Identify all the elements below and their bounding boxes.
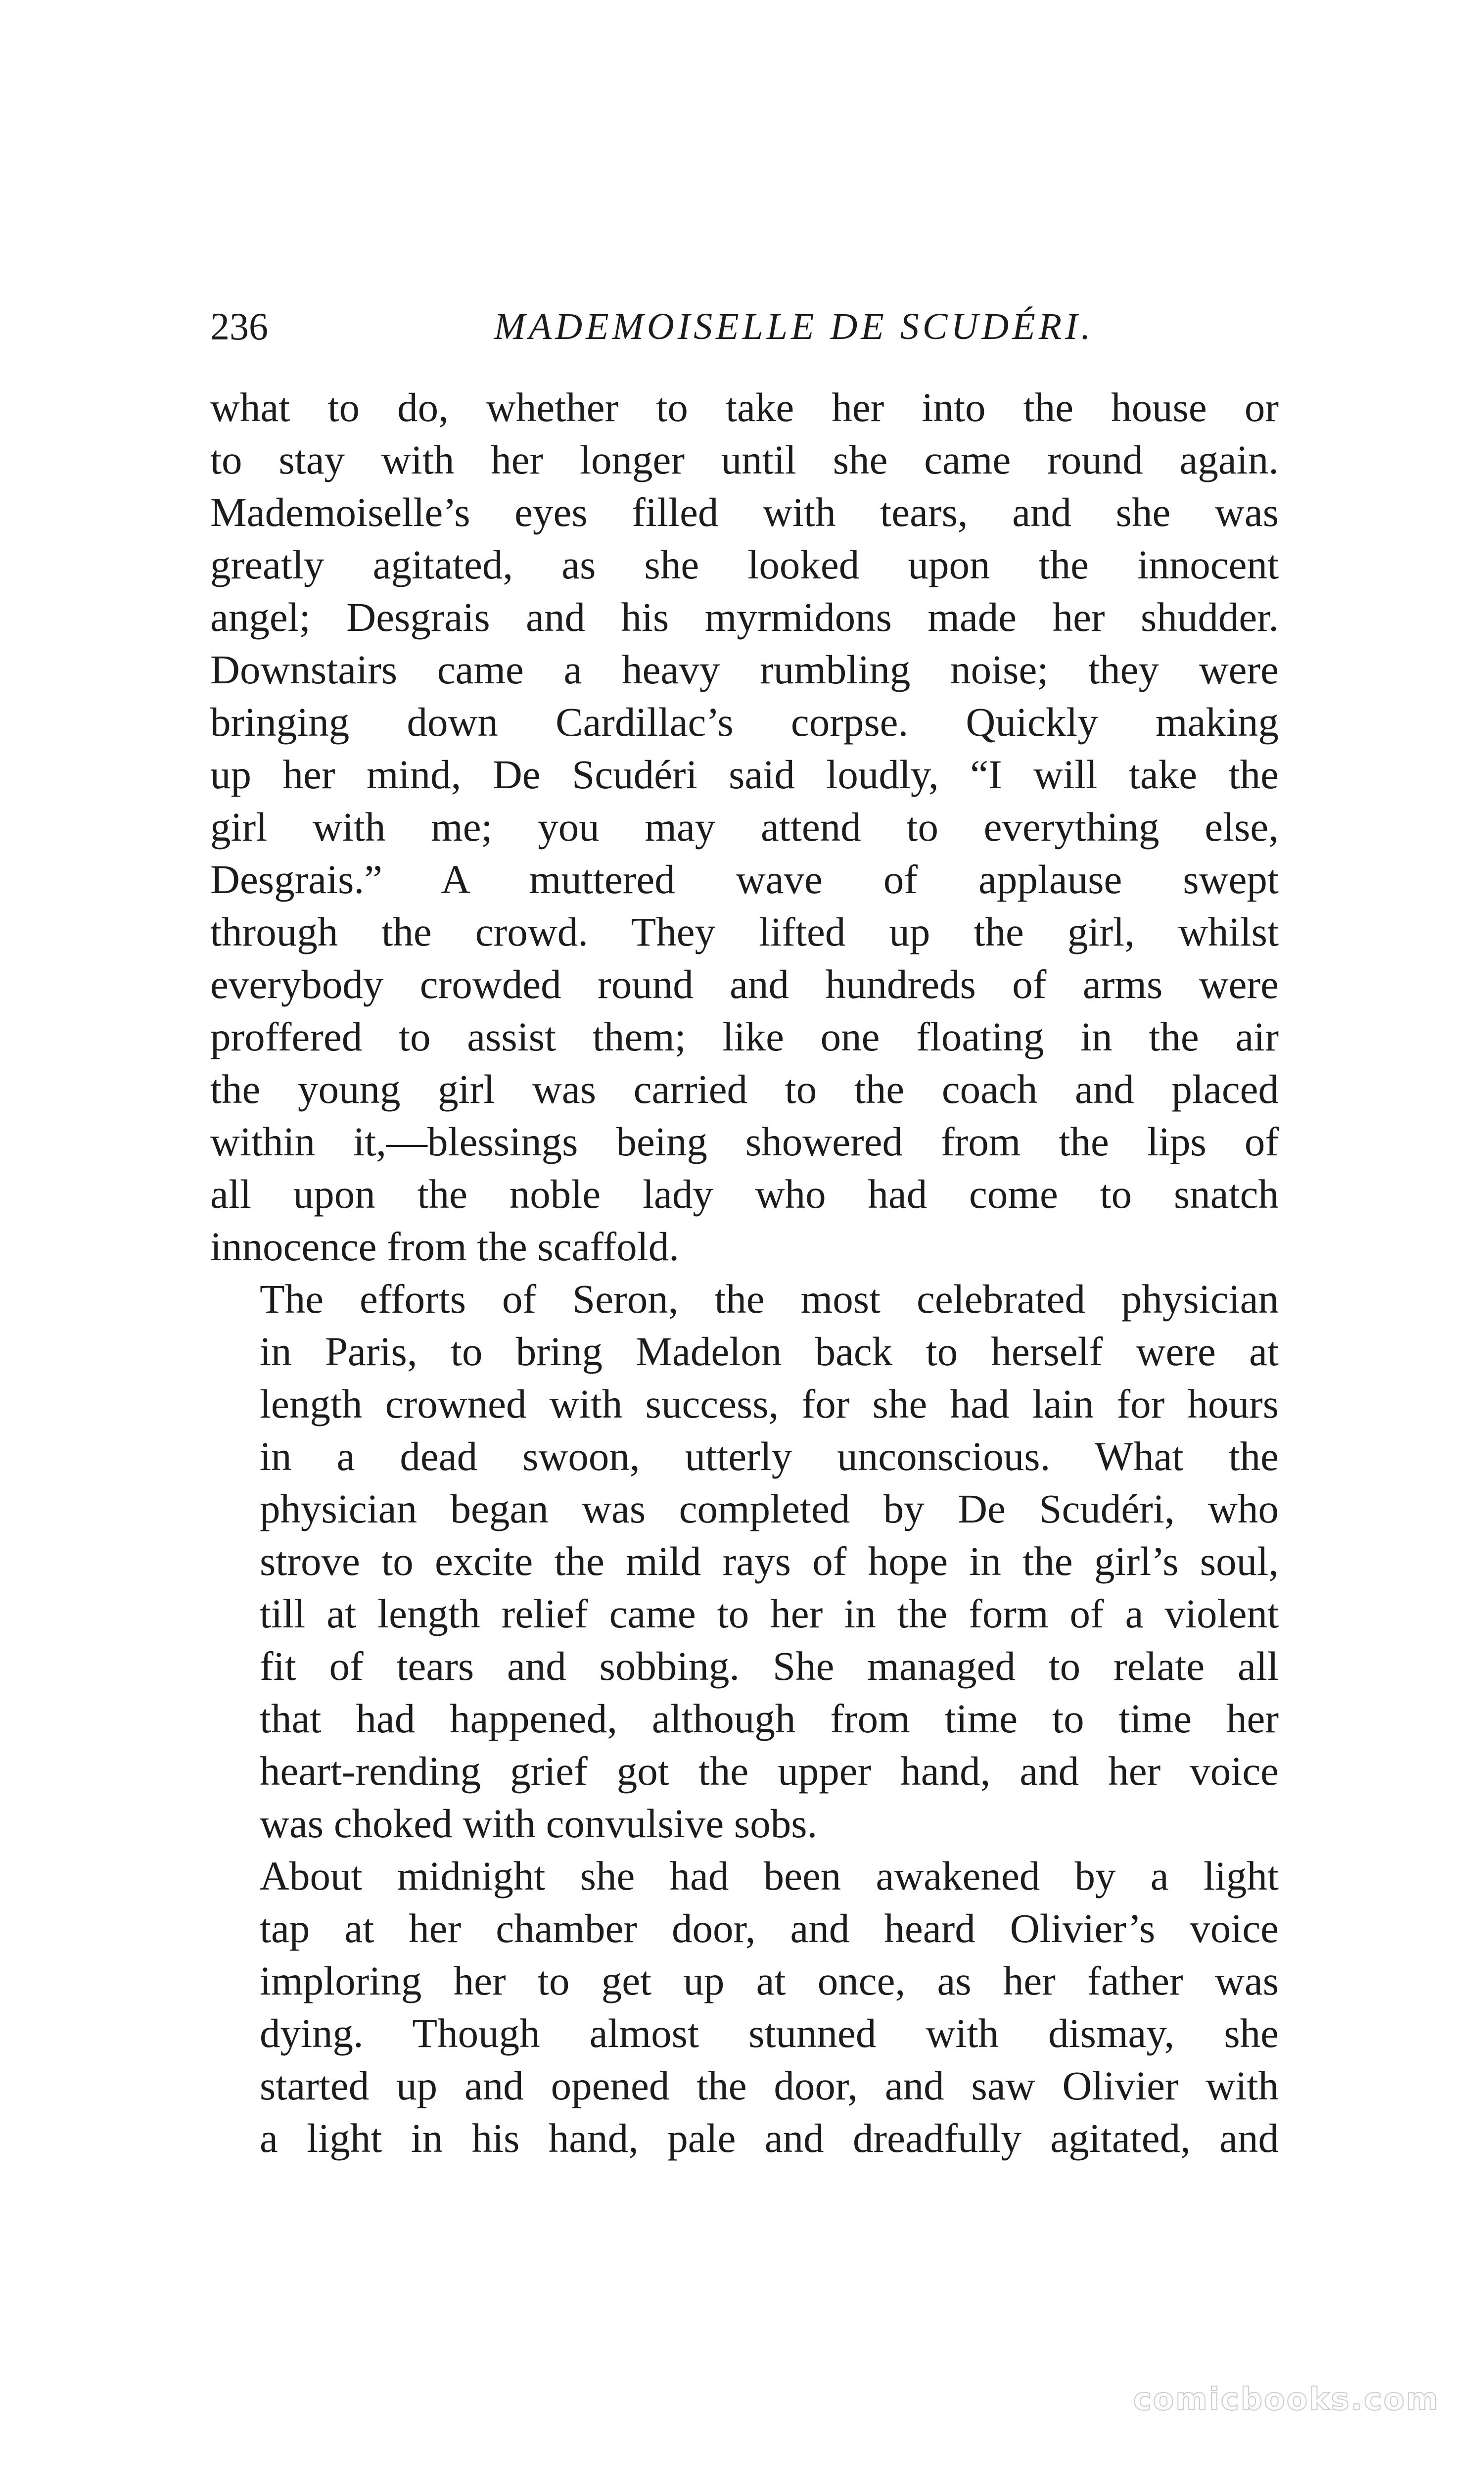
text-line: fit of tears and sobbing. She managed to relate all xyxy=(260,1643,1279,1689)
text-line: started up and opened the door, and saw Olivier with xyxy=(260,2063,1279,2108)
text-line: a light in his hand, pale and dreadfully agitated, and xyxy=(260,2115,1279,2161)
text-line: tap at her chamber door, and heard Olivier’s voice xyxy=(260,1905,1279,1951)
text-line: in a dead swoon, utterly unconscious. What the xyxy=(260,1433,1279,1479)
text-line: to stay with her longer until she came round again. xyxy=(210,437,1279,482)
text-line: imploring her to get up at once, as her father was xyxy=(260,1958,1279,2003)
text-line: Mademoiselle’s eyes filled with tears, and she was xyxy=(210,489,1279,535)
text-line: Downstairs came a heavy rumbling noise; they were xyxy=(210,647,1279,692)
page-number: 236 xyxy=(210,305,268,348)
paragraph xyxy=(210,381,1279,1273)
text-line: in Paris, to bring Madelon back to herself were at xyxy=(260,1329,1279,1374)
running-head xyxy=(210,297,1279,356)
text-line: all upon the noble lady who had come to snatch xyxy=(210,1171,1279,1217)
text-line: everybody crowded round and hundreds of arms were xyxy=(210,961,1279,1007)
text-line: strove to excite the mild rays of hope in the girl’s soul, xyxy=(260,1538,1279,1584)
text-line: Desgrais.” A muttered wave of applause swept xyxy=(210,856,1279,902)
text-line: up her mind, De Scudéri said loudly, “I will take the xyxy=(210,752,1279,797)
text-line: length crowned with success, for she had lain for hours xyxy=(260,1381,1279,1427)
text-line: About midnight she had been awakened by a light xyxy=(260,1853,1279,1899)
paragraph xyxy=(210,1850,1279,2164)
watermark-logo: comicbooks.com xyxy=(1133,2381,1439,2417)
text-line: dying. Though almost stunned with dismay, she xyxy=(260,2010,1279,2056)
text-line: through the crowd. They lifted up the girl, whilst xyxy=(210,909,1279,954)
text-line: till at length relief came to her in the form of a violent xyxy=(260,1591,1279,1636)
text-line: that had happened, although from time to time her xyxy=(260,1696,1279,1741)
running-title: MADEMOISELLE DE SCUDÉRI. xyxy=(494,306,1094,347)
text-line: greatly agitated, as she looked upon the innocent xyxy=(210,542,1279,587)
body-text xyxy=(210,381,1279,2164)
text-line: physician began was completed by De Scudéri, who xyxy=(260,1486,1279,1531)
text-line: angel; Desgrais and his myrmidons made her shudder. xyxy=(210,594,1279,640)
text-line: within it,—blessings being showered from the lips of xyxy=(210,1119,1279,1164)
text-line: the young girl was carried to the coach and placed xyxy=(210,1066,1279,1112)
text-line: bringing down Cardillac’s corpse. Quickly making xyxy=(210,699,1279,745)
text-line: innocence from the scaffold. xyxy=(210,1224,679,1269)
text-line: girl with me; you may attend to everything else, xyxy=(210,804,1279,850)
text-line: proffered to assist them; like one floating in the air xyxy=(210,1014,1279,1059)
text-line: was choked with convulsive sobs. xyxy=(260,1801,818,1846)
text-line: what to do, whether to take her into the house or xyxy=(210,384,1279,430)
paragraph xyxy=(210,1273,1279,1850)
text-line: The efforts of Seron, the most celebrated physician xyxy=(260,1276,1279,1322)
text-line: heart-rending grief got the upper hand, and her voice xyxy=(260,1748,1279,1794)
